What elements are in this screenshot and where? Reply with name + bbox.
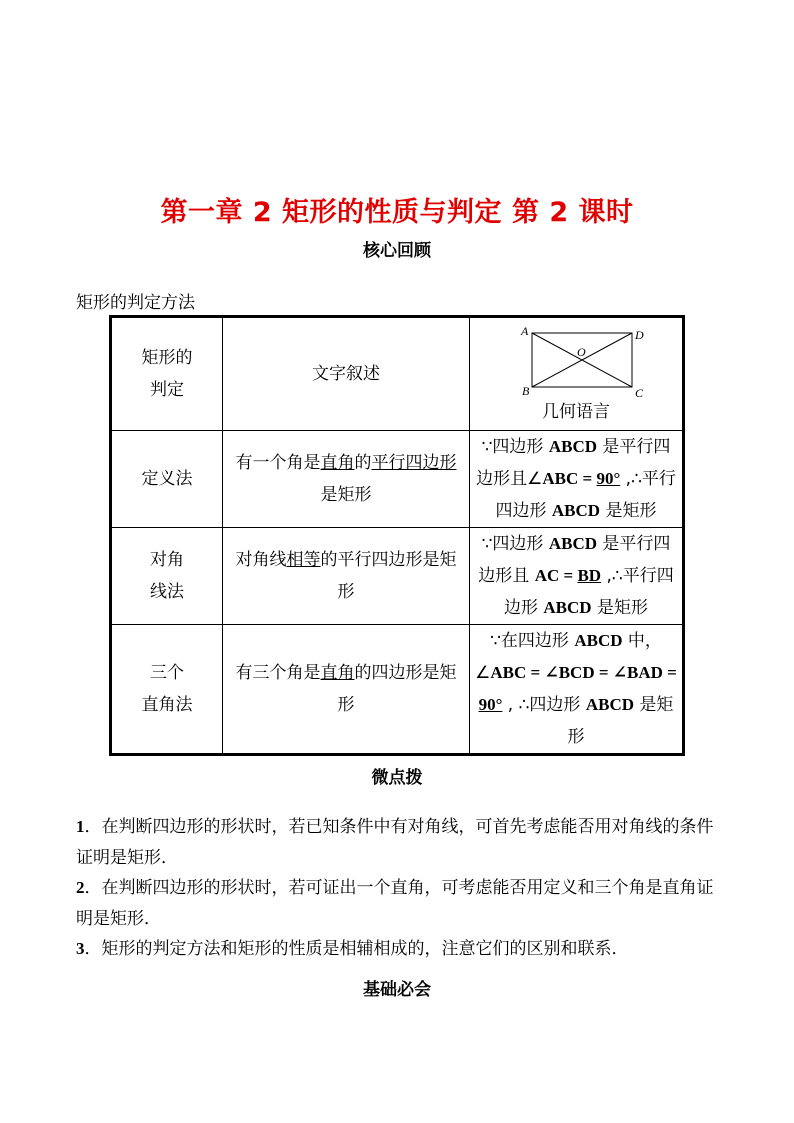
geom-latin: ABC = ∠BCD = ∠BAD = <box>490 663 677 682</box>
vertex-label-c: C <box>635 386 644 399</box>
method-line: 对角 <box>150 550 184 570</box>
underlined-key-term: 直角 <box>320 663 355 683</box>
geom-text: ∵四边形 <box>481 437 549 457</box>
section-heading-review: 核心回顾 <box>363 241 431 261</box>
geom-text: ∵四边形 <box>481 534 549 554</box>
header-text-cell: 文字叙述 <box>223 317 470 431</box>
intro-text: 矩形的判定方法 <box>76 293 195 313</box>
text-part: 的 <box>354 453 372 473</box>
geom-latin: ABCD <box>543 598 592 617</box>
text-part: 的四边形是矩形 <box>337 663 457 715</box>
vertex-label-b: B <box>522 384 530 398</box>
geom-latin: AC = <box>534 566 578 585</box>
text-part: 有三个角是 <box>235 663 321 683</box>
tip-item <box>76 934 726 965</box>
tip-text: ．在判断四边形的形状时，若可证出一个直角，可考虑能否用定义和三个角是直角证明是矩形． <box>76 878 714 929</box>
method-cell <box>111 528 223 625</box>
method-line: 三个 <box>150 663 184 683</box>
method-line: 线法 <box>150 582 184 602</box>
tip-item <box>76 873 726 934</box>
geom-text: ,∴平行四边形 <box>495 469 676 521</box>
underlined-key-term: 平行四边形 <box>371 453 457 473</box>
method-line: 直角法 <box>141 695 193 715</box>
page-title: 第一章 2 矩形的性质与判定 第 2 课时 <box>160 197 634 228</box>
geom-text: 是矩形 <box>591 598 648 618</box>
tip-text: ．在判断四边形的形状时，若已知条件中有对角线，可首先考虑能否用对角线的条件证明是矩形． <box>76 817 714 868</box>
geometry-statement-cell <box>470 528 684 625</box>
geom-text: 是平行四边形且∠ <box>476 437 671 489</box>
text-statement-cell <box>223 528 470 625</box>
answer-blank: BD <box>577 566 602 585</box>
header-geometry-cell <box>470 317 684 431</box>
section-heading-tips: 微点拨 <box>371 768 423 788</box>
text-statement-cell <box>223 431 470 528</box>
rectangle-figure <box>506 323 646 399</box>
geom-text: 是矩形 <box>600 501 657 521</box>
geom-text: ,∴平行四边形 <box>504 566 674 618</box>
answer-blank: 90° <box>478 695 503 714</box>
tip-number: 3 <box>76 939 85 958</box>
geometry-statement-cell <box>470 625 684 755</box>
table-row-diagonal <box>111 528 684 625</box>
geom-text: 中，∠ <box>475 631 662 683</box>
text-part: 的平行四边形是矩形 <box>320 550 457 602</box>
vertex-label-d: D <box>635 328 644 342</box>
section-heading-basics: 基础必会 <box>363 980 431 1000</box>
header-method-line-1: 矩形的 <box>141 348 193 368</box>
center-label-o: O <box>577 345 586 359</box>
text-part: 是矩形 <box>320 485 372 505</box>
tip-item <box>76 812 726 873</box>
geom-latin: ABCD <box>548 534 597 553</box>
geom-text: 是矩形 <box>567 695 674 747</box>
underlined-key-term: 直角 <box>320 453 355 473</box>
geometry-statement-cell <box>470 431 684 528</box>
tip-text: ．矩形的判定方法和矩形的性质是相辅相成的，注意它们的区别和联系． <box>84 939 629 959</box>
geom-latin: ABCD <box>548 437 597 456</box>
vertex-label-a: A <box>521 324 529 338</box>
header-method-line-2: 判定 <box>150 380 184 400</box>
method-cell <box>111 431 223 528</box>
text-statement-cell <box>223 625 470 755</box>
geom-text: , ∴四边形 <box>502 695 586 715</box>
answer-blank: 90° <box>596 469 621 488</box>
geom-latin: ABCD <box>574 631 623 650</box>
table-header-row <box>111 317 684 431</box>
tip-number: 2 <box>76 878 85 897</box>
tips-list <box>76 812 726 965</box>
header-geometry-label: 几何语言 <box>542 402 610 422</box>
judgement-methods-table <box>109 315 685 756</box>
tip-number: 1 <box>76 817 85 836</box>
geom-text: 是平行四边形且 <box>478 534 671 586</box>
geom-latin: ABCD <box>585 695 634 714</box>
geom-latin: ABC = <box>542 469 597 488</box>
method-line: 定义法 <box>141 469 193 489</box>
underlined-key-term: 相等 <box>286 550 321 570</box>
geom-latin: ABCD <box>551 501 601 520</box>
text-part: 有一个角是 <box>235 453 321 473</box>
text-part: 对角线 <box>235 550 287 570</box>
table-row-three-right-angles <box>111 625 684 755</box>
method-cell <box>111 625 223 755</box>
header-method-cell <box>111 317 223 431</box>
geom-text: ∵在四边形 <box>490 631 575 651</box>
table-row-definition <box>111 431 684 528</box>
